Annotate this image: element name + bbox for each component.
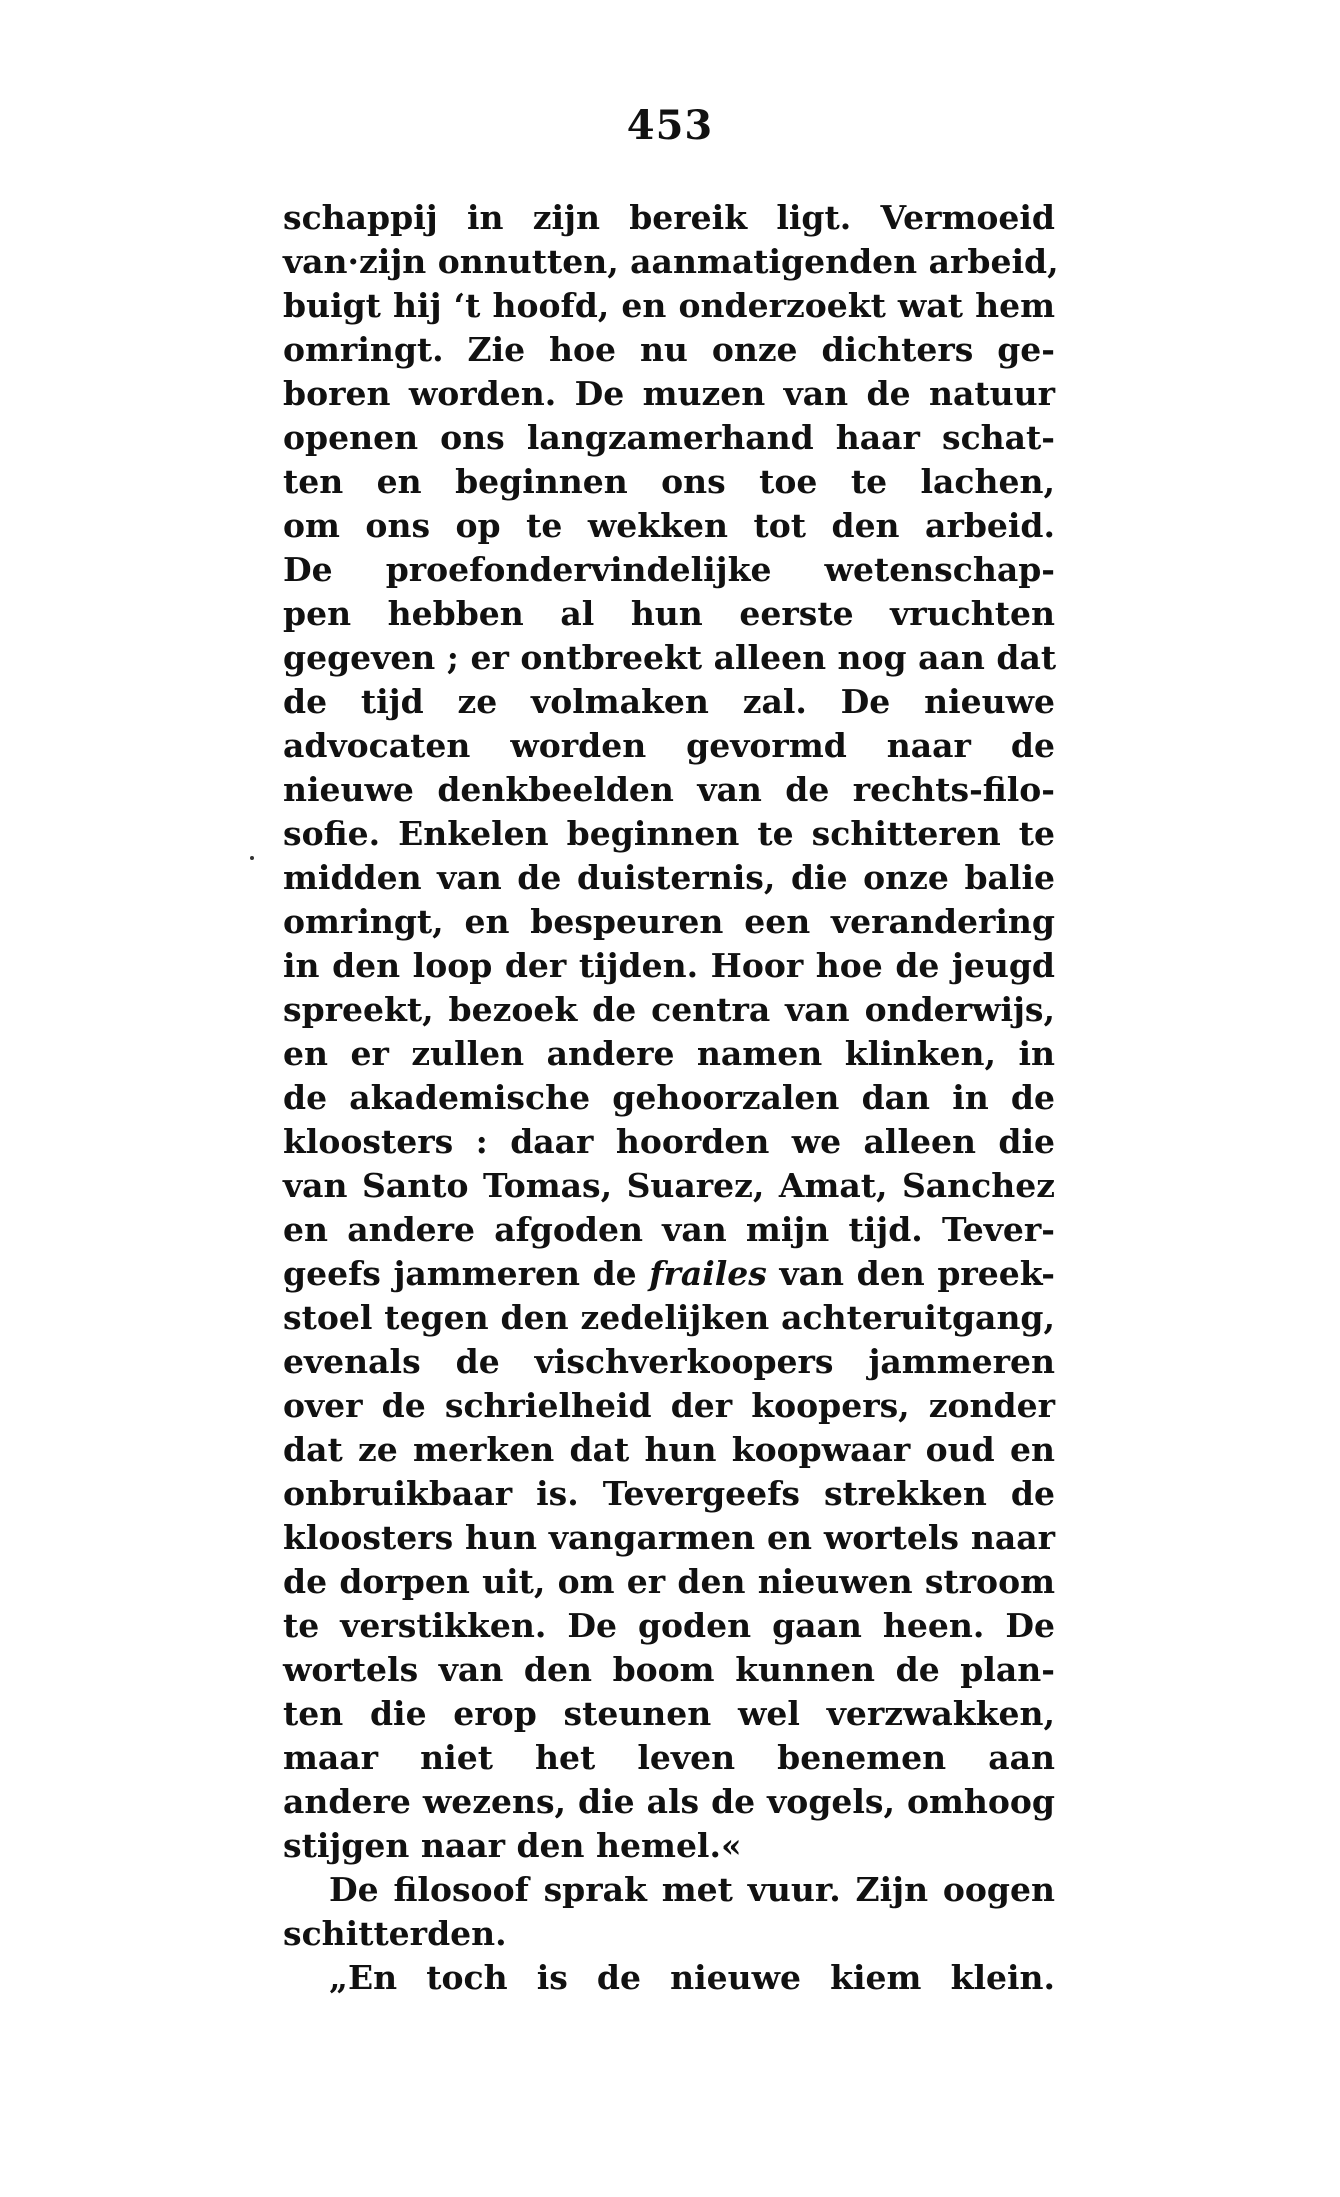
text-line: dat ze merken dat hun koopwaar oud en: [283, 1430, 1055, 1469]
text-line: de dorpen uit, om er den nieuwen stroom: [283, 1562, 1055, 1601]
text-line: schappij in zijn bereik ligt. Vermoeid: [283, 198, 1055, 237]
text-line: kloosters : daar hoorden we alleen die: [283, 1122, 1055, 1161]
text-line: te verstikken. De goden gaan heen. De: [283, 1606, 1055, 1645]
text-line: ten en beginnen ons toe te lachen,: [283, 462, 1055, 501]
text-line: stoel tegen den zedelijken achteruitgang,: [283, 1298, 1055, 1337]
text-line: De filosoof sprak met vuur. Zijn oogen: [329, 1870, 1055, 1909]
text-line: gegeven ; er ontbreekt alleen nog aan dat: [283, 638, 1057, 677]
text-line: wortels van den boom kunnen de plan-: [283, 1650, 1055, 1689]
text-line: maar niet het leven benemen aan: [283, 1738, 1055, 1777]
text-line: midden van de duisternis, die onze balie: [283, 858, 1055, 897]
text-line: nieuwe denkbeelden van de rechts-filo-: [283, 770, 1055, 809]
text-line: van·zijn onnutten, aanmatigenden arbeid,: [283, 242, 1059, 281]
text-line: in den loop der tijden. Hoor hoe de jeugd: [283, 946, 1055, 985]
text-line: omringt, en bespeuren een verandering: [283, 902, 1055, 941]
text-line: en er zullen andere namen klinken, in: [283, 1034, 1055, 1073]
text-line: de tijd ze volmaken zal. De nieuwe: [283, 682, 1055, 721]
text-line: buigt hij ‘t hoofd, en onderzoekt wat hem: [283, 286, 1055, 325]
text-line: openen ons langzamerhand haar schat-: [283, 418, 1055, 457]
text-line: „En toch is de nieuwe kiem klein.: [329, 1958, 1055, 1997]
text-line: boren worden. De muzen van de natuur: [283, 374, 1055, 413]
text-line: evenals de vischverkoopers jammeren: [283, 1342, 1055, 1381]
text-line: andere wezens, die als de vogels, omhoog: [283, 1782, 1055, 1821]
text-line: de akademische gehoorzalen dan in de: [283, 1078, 1055, 1117]
text-line: om ons op te wekken tot den arbeid.: [283, 506, 1055, 545]
text-fragment: geefs jammeren de: [283, 1254, 650, 1293]
text-line: omringt. Zie hoe nu onze dichters ge-: [283, 330, 1055, 369]
text-line: ten die erop steunen wel verzwakken,: [283, 1694, 1055, 1733]
text-line: stijgen naar den hemel.«: [283, 1826, 742, 1865]
text-line: over de schrielheid der koopers, zonder: [283, 1386, 1055, 1425]
text-line: en andere afgoden van mijn tijd. Tever-: [283, 1210, 1055, 1249]
text-line: sofie. Enkelen beginnen te schitteren te: [283, 814, 1055, 853]
text-line: schitterden.: [283, 1914, 507, 1953]
text-line: onbruikbaar is. Tevergeefs strekken de: [283, 1474, 1055, 1513]
italic-word: frailes: [649, 1254, 767, 1293]
text-line: van Santo Tomas, Suarez, Amat, Sanchez: [283, 1166, 1055, 1205]
body-text: [283, 196, 1059, 2000]
text-fragment: van den preek-: [766, 1254, 1055, 1293]
text-line: advocaten worden gevormd naar de: [283, 726, 1055, 765]
text-line: De proefondervindelijke wetenschap-: [283, 550, 1055, 589]
ink-speck: [250, 856, 254, 860]
text-line: kloosters hun vangarmen en wortels naar: [283, 1518, 1055, 1557]
text-line: pen hebben al hun eerste vruchten: [283, 594, 1055, 633]
page-number: 453: [626, 102, 714, 149]
text-line: spreekt, bezoek de centra van onderwijs,: [283, 990, 1055, 1029]
text-line: [283, 1252, 1055, 1296]
